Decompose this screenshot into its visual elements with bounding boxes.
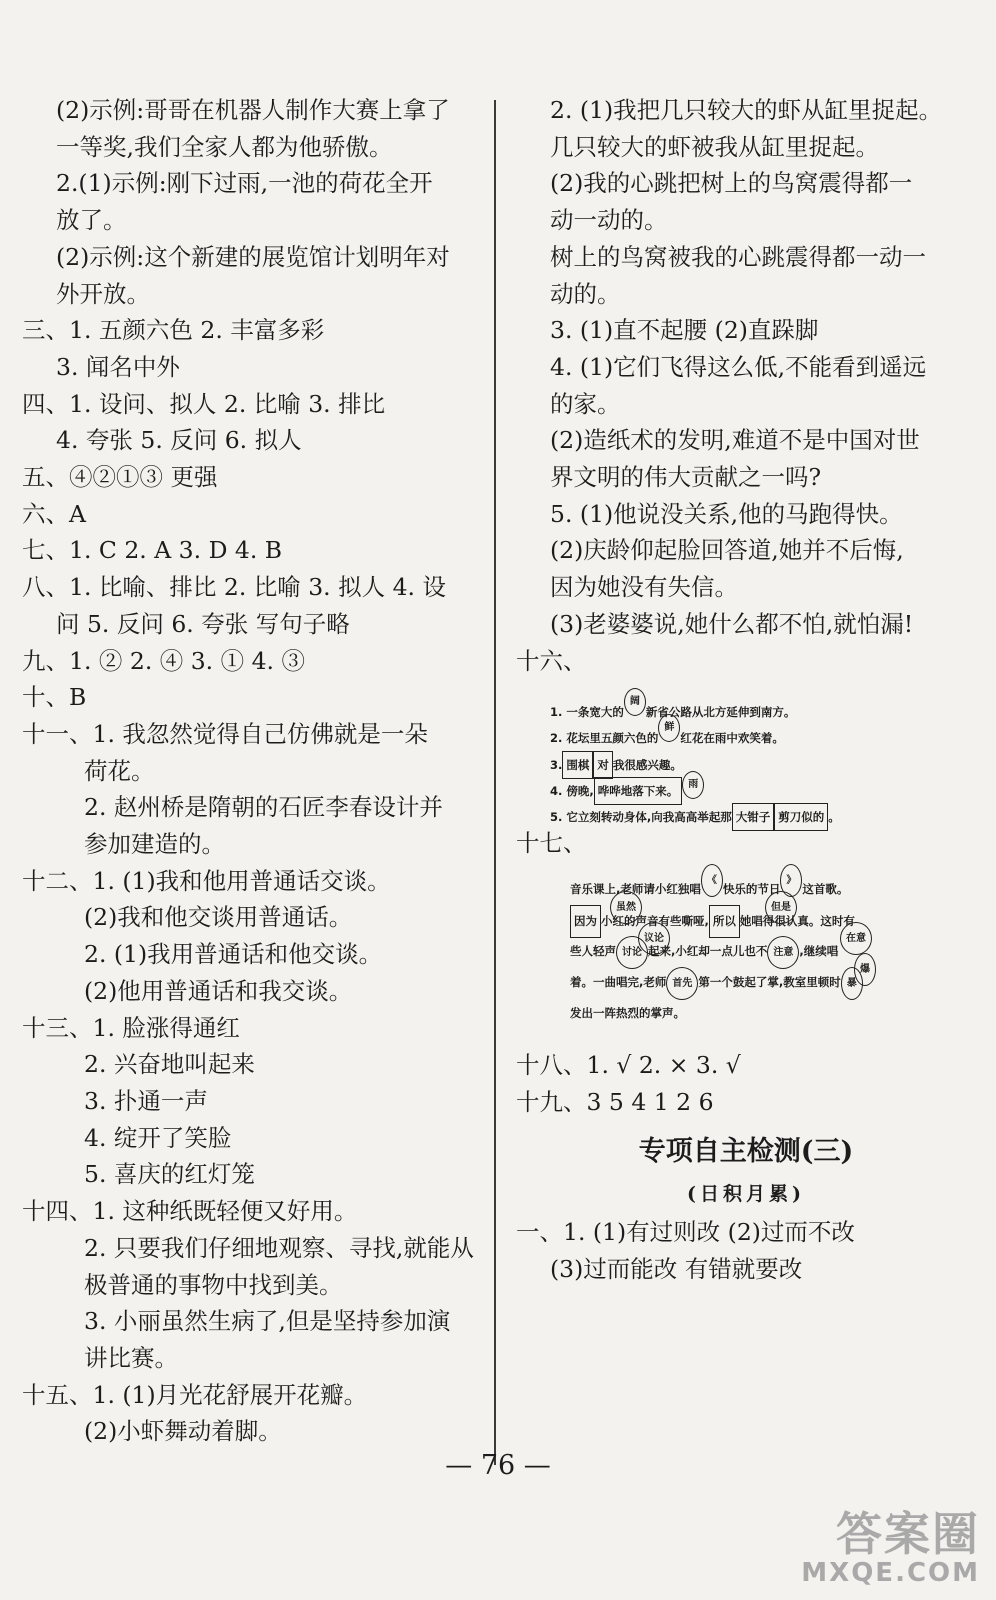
right-bottom-text (516, 1047, 976, 1120)
text-segment: 些人轻声 (570, 943, 616, 958)
correction-diagram-17 (516, 862, 976, 1047)
answer-line: 动一动的。 (550, 206, 668, 235)
word-oval: 暴 (841, 967, 863, 1000)
answer-line: 四、1. 设问、拟人 2. 比喻 3. 排比 (22, 389, 386, 418)
answer-line: 九、1. ② 2. ④ 3. ① 4. ③ (22, 646, 305, 675)
correction-mark: 但是 (765, 891, 797, 924)
answer-line: 问 5. 反问 6. 夸张 写句子略 (56, 609, 350, 638)
word-box: 所以 (709, 905, 740, 938)
diagram16-line-3 (550, 751, 976, 777)
answer-line: 七、1. C 2. A 3. D 4. B (22, 536, 283, 565)
watermark-logo (801, 1507, 980, 1588)
answer-line: 十六、 (516, 646, 587, 675)
correction-mark: 议论 (638, 922, 670, 955)
answer-line: (2)庆龄仰起脸回答道,她并不后悔, (550, 536, 904, 565)
insert-box: 哗哗地落下来。 (594, 777, 683, 805)
answer-line: 2. 只要我们仔细地观察、寻找,就能从 (84, 1233, 474, 1262)
column-divider (494, 100, 496, 1465)
answer-line: 放了。 (56, 206, 127, 235)
correction-mark: 虽然 (610, 891, 642, 924)
answer-line: 十九、3 5 4 1 2 6 (516, 1087, 714, 1116)
right-top-text (516, 92, 976, 679)
answer-line: 三、1. 五颜六色 2. 丰富多彩 (22, 316, 325, 345)
answer-line: 八、1. 比喻、排比 2. 比喻 3. 拟人 4. 设 (22, 573, 446, 602)
word-oval: 首先 (666, 967, 698, 1000)
answer-line: 界文明的伟大贡献之一吗? (550, 463, 822, 492)
diagram17-line-2 (570, 901, 976, 936)
answer-line: 外开放。 (56, 279, 150, 308)
text-segment: 1. 一条宽大的 (550, 705, 624, 720)
correction-mark: 阔 (624, 688, 646, 716)
answer-line: 六、A (22, 499, 86, 528)
answer-line: 一等奖,我们全家人都为他骄傲。 (56, 132, 393, 161)
watermark-url: MXQE.COM (801, 1558, 980, 1588)
answer-line: 2. (1)我把几只较大的虾从缸里捉起。 (550, 96, 943, 124)
answer-line: 十一、1. 我忽然觉得自己仿佛就是一朵 (22, 719, 428, 748)
answer-line: (2)我的心跳把树上的鸟窝震得都一 (550, 169, 913, 198)
answer-line: 2. 兴奋地叫起来 (84, 1050, 255, 1079)
text-segment: 起来,小红却一点儿也不 (648, 943, 768, 958)
answer-line: 十三、1. 脸涨得通红 (22, 1013, 240, 1042)
text-segment: 这首歌。 (802, 881, 849, 896)
answer-line: 4. 绽开了笑脸 (84, 1123, 232, 1152)
diagram16-line-1 (550, 696, 976, 725)
text-segment: ,继续唱 (799, 943, 839, 958)
text-segment: 4. 傍晚, (550, 784, 594, 799)
swap-box: 对 (593, 751, 613, 779)
diagram16-line-2 (550, 722, 976, 751)
diagram16-line-5 (550, 803, 976, 829)
text-segment: 2. 花坛里五颜六色的 (550, 731, 659, 746)
answer-line: (2)示例:哥哥在机器人制作大赛上拿了 (56, 96, 450, 124)
answer-line: 2.(1)示例:刚下过雨,一池的荷花全开 (56, 169, 433, 198)
answer-line: 极普通的事物中找到美。 (84, 1270, 343, 1299)
swap-box: 剪刀似的 (774, 803, 828, 831)
text-segment: 。 (828, 810, 840, 825)
answer-line: 十二、1. (1)我和他用普通话交谈。 (22, 866, 391, 895)
answer-line: 4. (1)它们飞得这么低,不能看到遥远 (550, 352, 927, 381)
text-segment: 音乐课上,老师请小红独唱 (570, 881, 701, 896)
watermark-logo-text: 答案圈 (836, 1507, 980, 1561)
diagram17-line-5: 发出一阵热烈的掌声。 (570, 1005, 685, 1020)
correction-diagram-16 (516, 679, 976, 825)
diagram16-line-4 (550, 777, 976, 803)
answer-line: 十八、1. √ 2. × 3. √ (516, 1050, 741, 1079)
diagram17-line-3 (570, 932, 976, 967)
word-oval: 讨论 (616, 936, 648, 969)
swap-box: 大钳子 (732, 803, 775, 831)
text-segment: 5. 它立刻转动身体,向我高高举起那 (550, 810, 732, 825)
answer-line: 几只较大的虾被我从缸里捉起。 (550, 132, 879, 161)
diagram17-line-4 (570, 963, 976, 998)
bracket-mark: 《 (701, 864, 723, 897)
answer-line: 2. (1)我用普通话和他交谈。 (84, 940, 383, 969)
answer-line: 荷花。 (84, 756, 155, 785)
answer-line: 3. 小丽虽然生病了,但是坚持参加演 (84, 1307, 451, 1336)
answer-line: (2)我和他交谈用普通话。 (84, 903, 353, 932)
text-segment: 红花在雨中欢笑着。 (680, 731, 784, 746)
right-end-text (516, 1214, 976, 1287)
left-column (22, 92, 472, 1450)
answer-line: 动的。 (550, 279, 621, 308)
text-segment: 3. (550, 758, 563, 773)
answer-line: 的家。 (550, 389, 621, 418)
correction-mark: 爆 (854, 953, 876, 986)
answer-line: (2)造纸术的发明,难道不是中国对世 (550, 426, 920, 455)
answer-line: 十五、1. (1)月光花舒展开花瓣。 (22, 1380, 368, 1409)
right-column (516, 92, 976, 1288)
answer-line: 一、1. (1)有过则改 (2)过而不改 (516, 1218, 855, 1247)
correction-mark: 在意 (840, 922, 872, 955)
text-segment: 小红的声音有些嘶哑, (601, 913, 709, 928)
answer-line: 十、B (22, 683, 87, 712)
section-subtitle: (日积月累) (687, 1183, 805, 1206)
text-segment: 新省公路从北方延伸到南方。 (645, 705, 796, 720)
answer-line: 五、④②①③ 更强 (22, 463, 218, 492)
word-oval: 注意 (767, 936, 799, 969)
answer-line: 5. (1)他说没关系,他的马跑得快。 (550, 499, 903, 528)
answer-line: (2)示例:这个新建的展览馆计划明年对 (56, 242, 450, 271)
answer-line: (2)他用普通话和我交谈。 (84, 976, 353, 1005)
text-segment: 快乐的节日 (722, 881, 781, 896)
swap-box: 围棋 (562, 751, 593, 779)
answer-line: 2. 赵州桥是隋朝的石匠李春设计并 (84, 793, 443, 822)
answer-line: 3. 扑通一声 (84, 1086, 208, 1115)
answer-line: 3. 闻名中外 (56, 352, 180, 381)
answer-line: 4. 夸张 5. 反问 6. 拟人 (56, 426, 302, 455)
word-box: 因为 (570, 905, 601, 938)
page-number: — 76 — (445, 1450, 551, 1481)
answer-line: 树上的鸟窝被我的心跳震得都一动一 (550, 242, 926, 271)
text-segment: 我很感兴趣。 (612, 758, 682, 773)
answer-line: 5. 喜庆的红灯笼 (84, 1160, 255, 1189)
correction-mark: 鲜 (658, 714, 680, 742)
answer-line: 十四、1. 这种纸既轻便又好用。 (22, 1197, 358, 1226)
correction-mark: 雨 (682, 771, 704, 799)
bracket-mark: 》 (780, 864, 802, 897)
text-segment: 第一个鼓起了掌,教室里顿时 (698, 974, 841, 989)
answer-line: (3)老婆婆说,她什么都不怕,就怕漏! (550, 609, 914, 638)
text-segment: 她唱得很认真。这时有 (739, 913, 855, 928)
answer-line: 3. (1)直不起腰 (2)直跺脚 (550, 316, 819, 345)
text-segment: 着。一曲唱完,老师 (570, 974, 667, 989)
answer-line: 参加建造的。 (84, 830, 225, 859)
answer-line: 因为她没有失信。 (550, 573, 738, 602)
answer-line: 讲比赛。 (84, 1343, 178, 1372)
section-title: 专项自主检测(三) (638, 1136, 854, 1168)
answer-line: (3)过而能改 有错就要改 (550, 1255, 803, 1284)
question-17-label: 十七、 (516, 829, 587, 858)
answer-line: (2)小虾舞动着脚。 (84, 1417, 282, 1446)
